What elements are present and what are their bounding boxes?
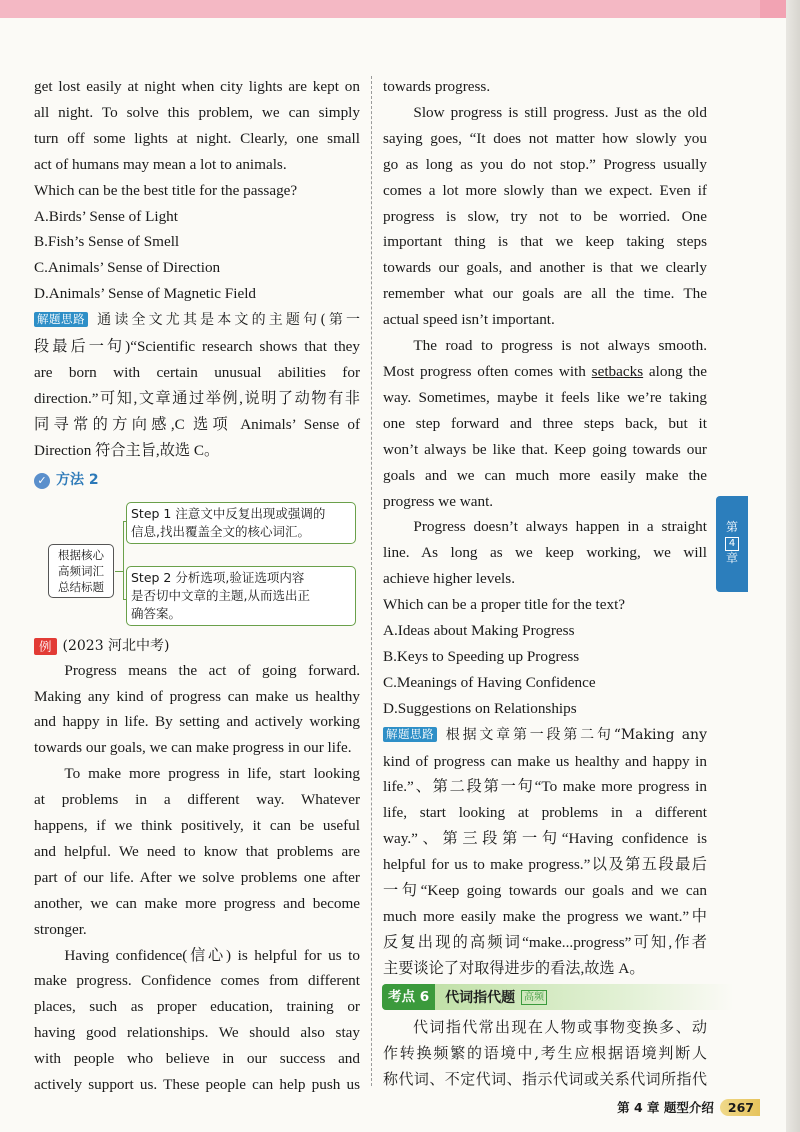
option-b: B.Keys to Speeding up Progress [383, 647, 580, 665]
page-number: 267 [720, 1099, 760, 1116]
passage-line: way. Sometimes, maybe it feels like we’re taking [383, 388, 707, 406]
diagram-root-line: 高频词汇 [58, 563, 104, 578]
passage-line: part of our life. After we solve problems one after [34, 868, 360, 886]
passage-fragment: along the [648, 362, 708, 380]
passage-line: actual speed isn’t important. [383, 311, 555, 329]
analysis-line: Direction 符合主旨,故选 C。 [34, 441, 220, 459]
passage-line: with people who believe in our success and [34, 1050, 360, 1068]
passage-line [383, 359, 707, 385]
example-tag: 例 [34, 638, 57, 655]
passage-line: The road to progress is not always smooth. [413, 337, 707, 355]
diagram-step-line: 信息,找出覆盖全文的核心词汇。 [131, 523, 310, 539]
analysis-line: life.”、第二段第一句“To make more progress in [383, 778, 707, 796]
diagram-step-line: 是否切中文章的主题,从而选出正 [131, 587, 310, 603]
kaodian-line: 代词指代常出现在人物或事物变换多、动 [413, 1018, 707, 1036]
analysis-line: 一句“Keep going towards our goals and we can [383, 882, 707, 900]
passage-line: comes a lot more slowly than we expect. Even if [383, 181, 707, 199]
analysis-line: 同寻常的方向感,C 选项 Animals’ Sense of [34, 415, 360, 433]
side-tab-bottom: 章 [725, 551, 738, 565]
analysis-line: life, start looking at problems in a different [383, 804, 707, 822]
check-circle-icon: ✓ [34, 473, 50, 489]
option-a: A.Birds’ Sense of Light [34, 207, 178, 225]
diagram-step-line: Step 2 分析选项,验证选项内容 [131, 569, 305, 585]
passage-line: progress we want. [383, 492, 494, 510]
diagram-root-line: 根据核心 [58, 547, 104, 562]
analysis-line: way.”、第三段第一句“Having confidence is [383, 830, 707, 848]
example-source: (2023 河北中考) [62, 637, 170, 654]
passage-line: actively support us. These people can help push us [34, 1076, 360, 1094]
analysis-line: 反复出现的高频词“make...progress”可知,作者 [383, 933, 707, 951]
analysis-line: kind of progress can make us healthy and happy in [383, 752, 707, 770]
kaodian-heading [382, 984, 734, 1010]
passage-line: at problems in a different way. Whatever [34, 791, 360, 809]
option-c: C.Meanings of Having Confidence [383, 673, 596, 691]
passage-line: towards our goals, and another is that we clearly [383, 259, 707, 277]
diagram-step-line: 确答案。 [131, 605, 182, 621]
side-tab-top: 第 [725, 520, 738, 534]
top-color-band-inner [0, 0, 760, 18]
diagram-step1-box [126, 502, 356, 544]
passage-line: won’t always be like that. Keep going towards our [383, 440, 707, 458]
text-line: turn off some lights at night. Clearly, one small [34, 129, 360, 147]
footer-chapter: 第 4 章 题型介绍 [617, 1100, 714, 1115]
example-heading [34, 636, 360, 658]
side-tab-number: 4 [725, 537, 739, 551]
kaodian-text [383, 1014, 707, 1092]
passage-line: and happy in life. By setting and actively working [34, 713, 360, 731]
passage-line: Having confidence(信心) is helpful for us to [64, 946, 360, 964]
question: Which can be the best title for the passage? [34, 181, 298, 199]
diagram-connector [123, 521, 124, 599]
kaodian-line: 作转换频繁的语境中,考生应根据语境判断人 [383, 1044, 707, 1062]
passage-line: having good relationships. We should also stay [34, 1024, 360, 1042]
kaodian-title: 代词指代题 [445, 990, 516, 1006]
passage-line: places, such as proper education, training or [34, 998, 360, 1016]
analysis-line: much more easily make the progress we want.”中 [383, 908, 707, 925]
kaodian-label: 考点 6 [382, 984, 435, 1010]
passage-line: Progress means the act of going forward. [64, 661, 360, 679]
passage-line: Progress doesn’t always happen in a straight [413, 518, 707, 536]
option-a: A.Ideas about Making Progress [383, 622, 575, 640]
passage-line: stronger. [34, 920, 87, 938]
top-color-band [0, 0, 800, 18]
passage-fragment: Most progress often comes with [383, 362, 586, 380]
passage-line: make progress. Confidence comes from different [34, 972, 360, 990]
passage-line: go as long as you do not stop.” Progress usually [383, 155, 707, 173]
passage-line: remember what our goals are all the time. The [383, 285, 707, 303]
diagram-step2-box [126, 566, 356, 626]
column-divider [371, 76, 372, 1086]
passage-line: achieve higher levels. [383, 570, 515, 588]
analysis-tag: 解题思路 [383, 727, 437, 742]
passage-line: Slow progress is still progress. Just as the old [413, 103, 707, 121]
analysis-line: helpful for us to make progress.”以及第五段最后 [383, 856, 707, 874]
method-diagram [34, 496, 360, 630]
text-line: act of humans may mean a lot to animals. [34, 155, 287, 173]
method-heading [34, 468, 360, 494]
analysis-line: direction.”可知,文章通过举例,说明了动物有非 [34, 389, 360, 407]
chapter-side-tab [716, 496, 748, 592]
diagram-root-line: 总结标题 [58, 579, 104, 594]
passage-line: one step forward and three steps back, but it [383, 414, 707, 432]
passage-line: and helpful. We need to know that problems are [34, 842, 360, 860]
diagram-connector [115, 571, 123, 572]
passage-line: another, we can make more progress and become [34, 894, 360, 912]
analysis-line: 段最后一句)“Scientific research shows that they [34, 338, 360, 356]
kaodian-line: 称代词、不定代词、指示代词或关系代词所指代 [383, 1070, 707, 1088]
analysis-tag: 解题思路 [34, 312, 88, 327]
passage-line: towards our goals, we can make progress in our life. [34, 739, 352, 757]
option-c: C.Animals’ Sense of Direction [34, 259, 221, 277]
passage-line: saying goes, “It does not matter how slowly you [383, 129, 707, 147]
diagram-step-line: Step 1 注意文中反复出现或强调的 [131, 505, 326, 521]
page-edge-shadow [786, 0, 800, 1132]
analysis-line: 主要谈论了对取得进步的看法,故选 A。 [383, 959, 645, 977]
diagram-root-box [48, 544, 114, 598]
passage-line: line. As long as we keep working, we will [383, 544, 707, 562]
frequency-badge: 高频 [521, 990, 547, 1005]
method-label: 方法 2 [56, 471, 99, 488]
question: Which can be a proper title for the text? [383, 596, 626, 614]
left-column [34, 74, 360, 1098]
underlined-word-setbacks: setbacks [591, 362, 644, 380]
option-b: B.Fish’s Sense of Smell [34, 233, 180, 251]
passage-line: progress is slow, try not to be worried. One [383, 207, 707, 225]
passage-line: towards progress. [383, 78, 491, 95]
passage-line: To make more progress in life, start looking [64, 765, 360, 783]
option-d: D.Animals’ Sense of Magnetic Field [34, 285, 257, 303]
passage-line: happens, if we think positively, it can be useful [34, 817, 360, 835]
text-line: get lost easily at night when city lights are kept on [34, 78, 360, 95]
analysis-line: 通读全文尤其是本文的主题句(第一 [94, 312, 360, 329]
text-line: all night. To solve this problem, we can simply [34, 103, 360, 121]
passage-line: Making any kind of progress can make us healthy [34, 687, 360, 705]
right-column [383, 74, 707, 982]
passage-line: goals and we can much more easily make the [383, 466, 707, 484]
analysis-line: are born with certain unusual abilities for [34, 363, 360, 381]
page-footer [617, 1097, 760, 1117]
option-d: D.Suggestions on Relationships [383, 699, 577, 717]
passage-line: important thing is that we keep taking steps [383, 233, 707, 251]
analysis-line: 根据文章第一段第二句“Making any [443, 726, 707, 743]
